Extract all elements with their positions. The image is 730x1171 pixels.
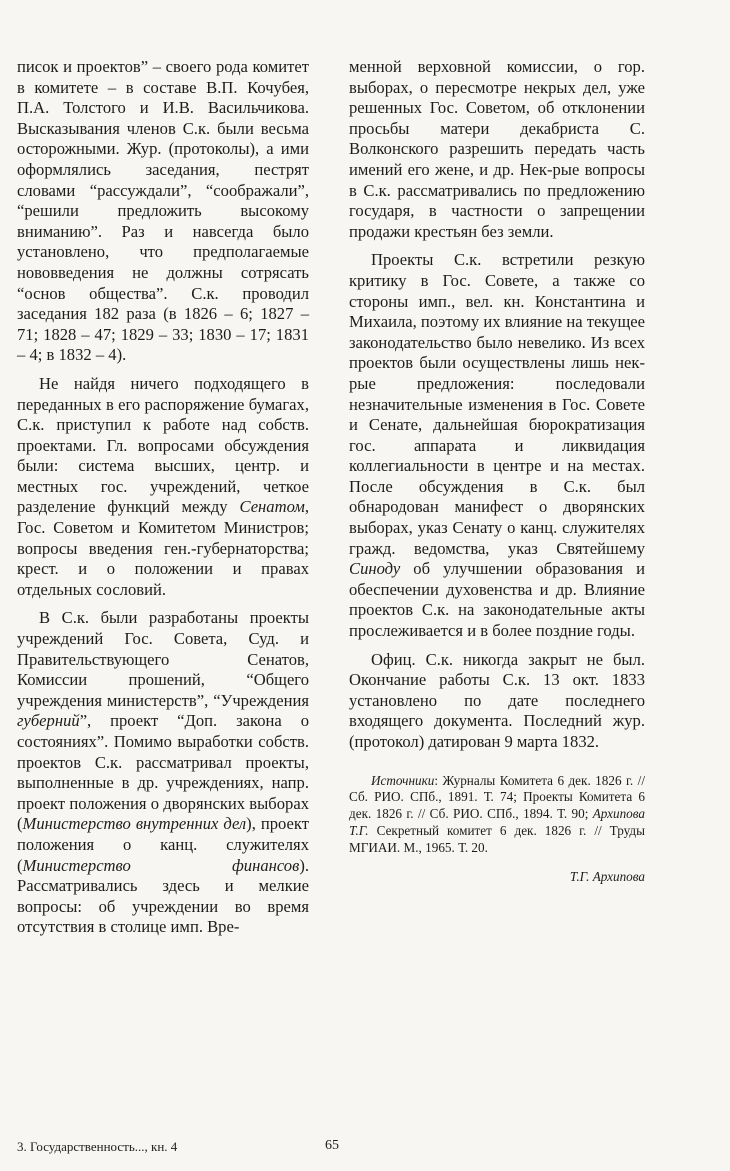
- right-column: [349, 57, 645, 885]
- paragraph-6: Офиц. С.к. никогда закрыт не был. Окончание работы С.к. 13 окт. 1833 установлено по дате последнего входящего документа. Последний жур. (протокол) датирован 9 марта 1832.: [349, 649, 645, 751]
- paragraph-5: Проекты С.к. встретили резкую критику в Гос. Совете, а также со стороны имп., вел. кн. Константина и Михаила, поэтому их влияние на текущее законодательство было невелико. Из всех проектов были осуществлены лишь нек-рые предложения: последовали незначительные изменения в Гос. Совете и Сенате, дальнейшая бюрократизация гос. аппарата и ликвидация коллегиальности в центре и на местах. После обсуждения в С.к. был обнародован манифест о дворянских выборах, указ Сенату о канц. служителях гражд. ведомства, указ Святейшему Синоду об улучшении образования и обеспечении духовенства и др. Влияние проектов С.к. на законодательные акты прослеживается и в более поздние годы.: [349, 250, 646, 641]
- author-signature: Т.Г. Архипова: [569, 868, 645, 884]
- running-footer-title: 3. Государственность..., кн. 4: [17, 1139, 178, 1154]
- sources-note: Источники: Журналы Комитета 6 дек. 1826 г. // Сб. РИО. СПб., 1891. Т. 74; Проекты Комитета 6 дек. 1826 г. // Сб. РИО. СПб., 1894. Т. 90; Архипова Т.Г. Секретный комитет 6 дек. 1826 г. // Труды МГИАИ. М., 1965. Т. 20.: [349, 772, 645, 855]
- paragraph-2: Не найдя ничего подходящего в переданных в его распоряжение бумагах, С.к. приступил к работе над собств. проектами. Гл. вопросами обсуждения были: система высших, центр. и местных гос. учреждений, четкое разделение функций между Сенатом, Гос. Советом и Комитетом Министров; вопросы введения ген.-губернаторства; крест. и о положении и правах отдельных сословий.: [17, 373, 309, 599]
- left-column: [17, 57, 309, 938]
- paragraph-1: писок и проектов” – своего рода комитет в комитете – в составе В.П. Кочубея, П.А. Толстого и И.В. Васильчикова. Высказывания членов С.к. были весьма осторожными. Жур. (протоколы), а ими оформлялись заседания, пестрят словами “рассуждали”, “соображали”, “решили предложить высокому вниманию”. Раз и навсегда было установлено, что предполагаемые нововведения не должны сотрясать “основ общества”. С.к. проводил заседания 182 раза (в 1826 – 6; 1827 – 71; 1828 – 47; 1829 – 33; 1830 – 17; 1831 – 4; в 1832 – 4).: [17, 57, 309, 365]
- paragraph-3: В С.к. были разработаны проекты учреждений Гос. Совета, Суд. и Правительствующего Сенатов, Комиссии прошений, “Общего учреждения министерств”, “Учреждения губерний”, проект “Доп. закона о состояниях”. Помимо выработки собств. проектов С.к. рассматривал проекты, выполненные в др. учреждениях, напр. проект положения о дворянских выборах (Министерство внутренних дел), проект положения о канц. служителях (Министерство финансов). Рассматривались здесь и мелкие вопросы: об учреждении во время отсутствия в столице имп. Вре-: [17, 608, 309, 937]
- page-number: 65: [325, 1138, 339, 1153]
- paragraph-4: менной верховной комиссии, о гор. выборах, о пересмотре некрых дел, уже решенных Гос. Советом, об отклонении просьбы матери декабриста С. Волконского разрешить передать часть имений его жене, и др. Нек-рые вопросы в С.к. рассматривались по предложению государя, в частности о запрещении продажи крестьян без земли.: [349, 57, 645, 241]
